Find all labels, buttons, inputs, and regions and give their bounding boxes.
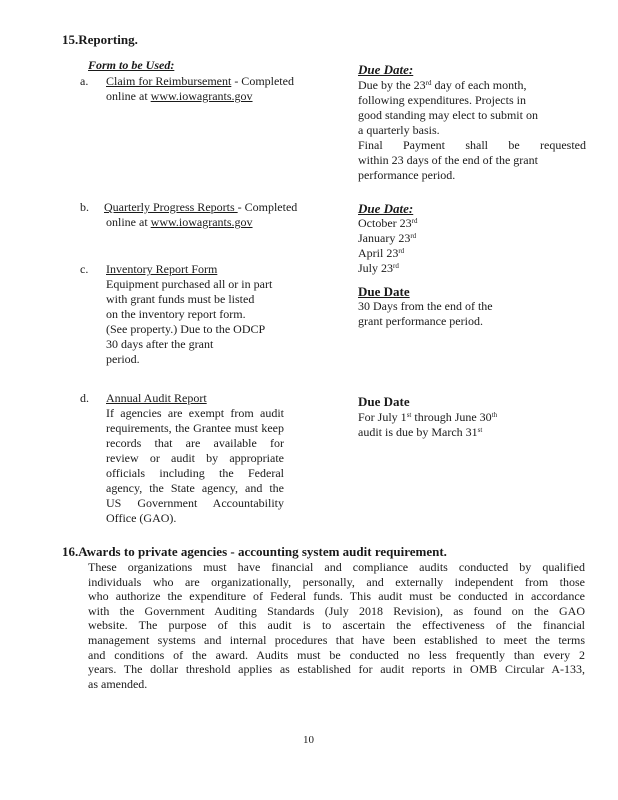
text-line: good standing may elect to submit on [358,108,538,122]
due-d-lines [358,410,497,440]
text-line: (See property.) Due to the ODCP [106,322,266,336]
text-line: online at [106,215,151,229]
section-16-paragraph [88,560,585,691]
text-line: rd [398,247,405,255]
item-c-lines [106,277,272,367]
text-line: within 23 days of the end of the grant [358,153,538,167]
text-line: Final Payment shall be requested [358,138,586,152]
text-line: rd [410,232,417,240]
text-line: day of each month, [431,78,527,92]
text-line: Equipment purchased all or in part [106,277,273,291]
due-b-dates [358,216,418,276]
due-c-lines [358,299,493,329]
item-d-title: Annual Audit Report [106,391,207,405]
item-a-letter: a. [80,74,89,88]
text-line: Office (GAO). [106,511,177,525]
item-a-title: Claim for Reimbursement [106,74,232,88]
text-line: rd [425,79,432,87]
text-line: performance period. [358,168,456,182]
item-a-title-line [106,74,294,89]
text-line: with the Government Auditing Standards (July 2018 Revision), as found on the GAO [88,603,585,618]
item-b-line2 [106,215,253,230]
text-line: st [406,411,412,419]
text-line: management systems and internal procedures that have been established to meet the terms [88,632,585,647]
iowagrants-link-b[interactable]: www.iowagrants.gov [150,215,253,229]
text-line: officials including the Federal [106,466,284,480]
text-line: Due by the 23 [358,78,426,92]
item-c-title: Inventory Report Form [106,262,218,276]
text-line: For July 1 [358,410,407,424]
text-line: 30 Days from the end of the [358,299,493,313]
due-date-heading-b: Due Date: [358,201,414,216]
item-c-letter: c. [80,262,89,276]
section-15-title: 15.Reporting. [62,32,138,47]
text-line: as amended. [88,676,148,691]
form-to-be-used-heading: Form to be Used: [88,58,175,72]
text-line: requirements, the Grantee must keep [106,421,284,435]
text-line: January 23 [358,231,411,245]
item-b-letter: b. [80,200,89,214]
text-line: individuals who are organizationally, personally, and externally independent from those [88,574,585,589]
text-line: US Government Accountability [106,496,284,510]
text-line: April 23 [358,246,399,260]
text-line: th [491,411,498,419]
text-line: These organizations must have financial and compliance audits conducted by qualified [88,560,585,574]
iowagrants-link-a[interactable]: www.iowagrants.gov [150,89,253,103]
due-date-heading-d: Due Date [358,394,410,409]
text-line: through June 30 [411,410,492,424]
text-line: and conditions of the award. Audits must be conducted no less frequently than every 2 [88,647,585,662]
text-line: who authorize the expenditure of Federal funds. This audit must be conducted in accordance [88,589,585,604]
item-a-rest: - Completed [231,74,294,88]
item-b-rest: - Completed [237,200,298,214]
text-line: 30 days after the grant [106,337,214,351]
text-line: agency, the State agency, and the [106,481,284,495]
due-date-heading-c: Due Date [358,284,410,299]
text-line: a quarterly basis. [358,123,440,137]
text-line: website. The purpose of this audit is to ascertain the effectiveness of the financial [88,618,585,633]
text-line: period. [106,352,140,366]
text-line: records that are available for [106,436,284,450]
due-a-lines [358,78,586,183]
text-line: rd [393,262,399,270]
item-a-line2 [106,89,253,104]
text-line: years. The dollar threshold applies as established for audit reports in OMB Circular A-133, [88,662,585,677]
text-line: rd [411,217,418,225]
text-line: July 23 [358,261,394,275]
due-date-heading-a: Due Date: [358,62,414,77]
text-line: review or audit by appropriate [106,451,284,465]
item-b-title: Quarterly Progress Reports [104,200,238,214]
text-line: following expenditures. Projects in [358,93,526,107]
item-d-lines [106,406,284,526]
text-line: grant performance period. [358,314,483,328]
text-line: If agencies are exempt from audit [106,406,284,420]
text-line: with grant funds must be listed [106,292,255,306]
text-line: October 23 [358,216,412,230]
text-line: on the inventory report form. [106,307,246,321]
page-number: 10 [303,734,314,746]
item-a-online-text: online at [106,89,151,103]
section-16-title: 16.Awards to private agencies - accounting system audit requirement. [62,544,447,559]
text-line: st [477,426,483,434]
item-b-title-line [104,200,297,215]
text-line: audit is due by March 31 [358,425,478,439]
item-d-letter: d. [80,391,89,405]
